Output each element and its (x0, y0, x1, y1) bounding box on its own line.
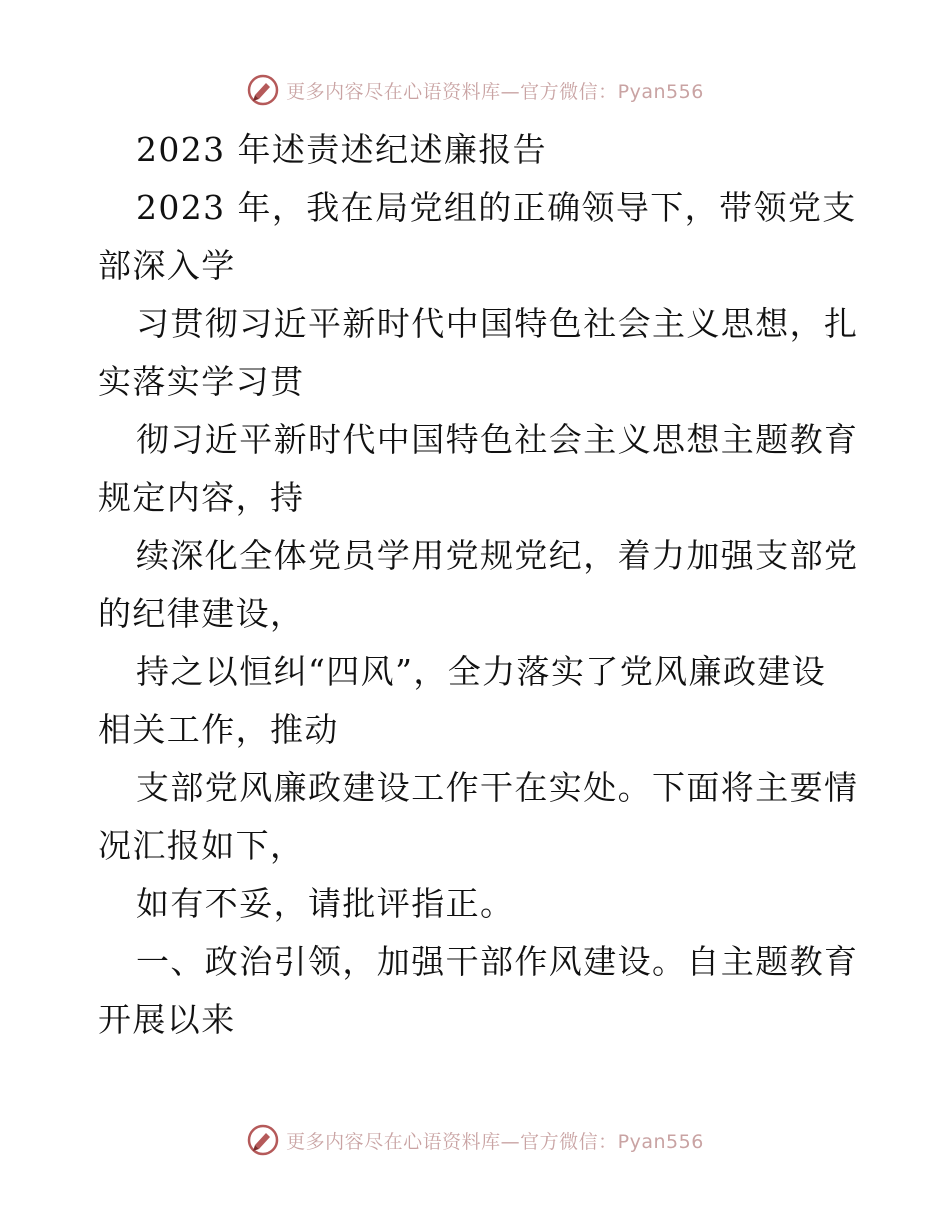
text-line: 2023 年，我在局党组的正确领导下，带领党支 (136, 188, 857, 227)
text-line: 的纪律建设， (98, 594, 305, 633)
document-title: 2023 年述责述纪述廉报告 (136, 130, 548, 169)
text-line: 实落实学习贯 (98, 362, 305, 401)
text-line: 况汇报如下， (98, 826, 305, 865)
document-body (98, 121, 858, 1049)
text-line: 支部党风廉政建设工作干在实处。下面将主要情 (136, 768, 859, 807)
pen-circle-icon (246, 1123, 280, 1157)
text-line: 如有不妥，请批评指正。 (136, 884, 515, 923)
text-line: 续深化全体党员学用党规党纪，着力加强支部党 (136, 536, 859, 575)
text-line: 相关工作，推动 (98, 710, 339, 749)
text-line: 部深入学 (98, 246, 236, 285)
header-watermark (0, 70, 950, 110)
text-line: 持之以恒纠“四风”，全力落实了党风廉政建设 (136, 652, 827, 691)
pen-circle-icon (246, 73, 280, 107)
section-heading-line: 一、政治引领，加强干部作风建设。自主题教育 (136, 942, 859, 981)
text-line: 开展以来 (98, 1000, 236, 1039)
text-line: 规定内容，持 (98, 478, 305, 517)
watermark-text: 更多内容尽在心语资料库—官方微信：Pyan556 (286, 80, 704, 103)
watermark-text: 更多内容尽在心语资料库—官方微信：Pyan556 (286, 1130, 704, 1153)
text-line: 彻习近平新时代中国特色社会主义思想主题教育 (136, 420, 859, 459)
footer-watermark (0, 1120, 950, 1160)
text-line: 习贯彻习近平新时代中国特色社会主义思想，扎 (136, 304, 859, 343)
